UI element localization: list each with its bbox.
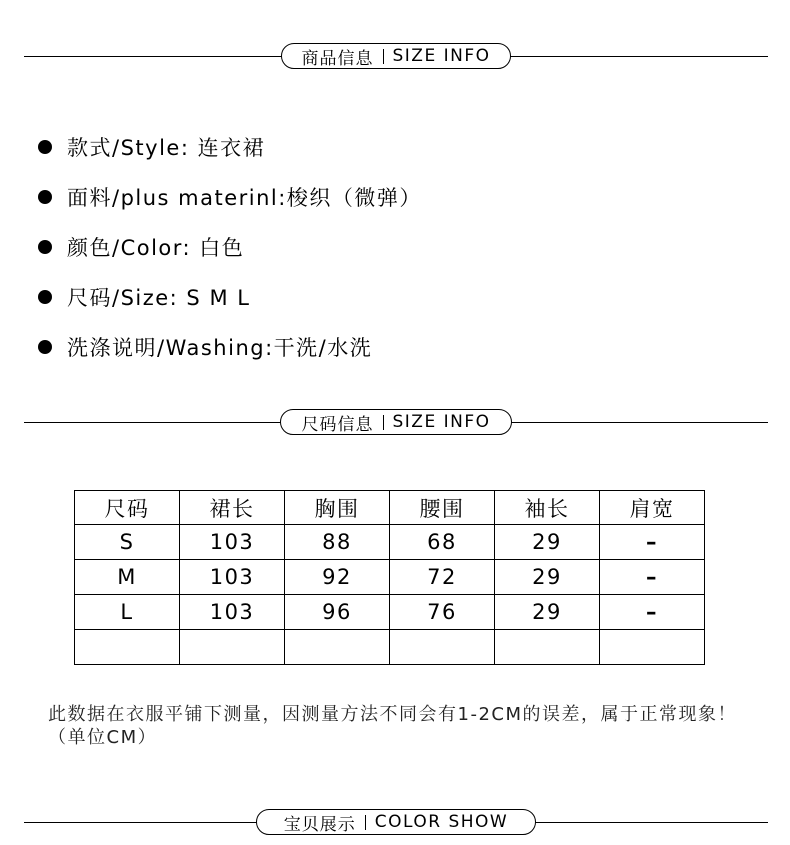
info-text: 颜色/Color: 白色 <box>67 236 245 260</box>
table-cell <box>180 630 285 665</box>
table-header-cell: 胸围 <box>285 491 390 525</box>
bullet-icon <box>38 240 52 254</box>
table-header-cell: 肩宽 <box>600 491 705 525</box>
table-cell: S <box>75 525 180 560</box>
measurement-note: 此数据在衣服平铺下测量，因测量方法不同会有1-2CM的误差，属于正常现象！（单位CM） <box>48 704 737 748</box>
section-title-en: SIZE INFO <box>392 412 491 432</box>
table-row <box>75 595 705 630</box>
table-header-cell: 裙长 <box>180 491 285 525</box>
table-cell: 103 <box>180 525 285 560</box>
section-title-pill <box>281 43 511 69</box>
info-item-style <box>38 122 422 172</box>
table-cell: M <box>75 560 180 595</box>
section-header-product-info <box>24 43 768 71</box>
section-title-cn: 宝贝展示 <box>283 814 356 835</box>
info-text: 面料/plus materinl:梭织（微弹） <box>67 186 422 210</box>
table-header-cell: 尺码 <box>75 491 180 525</box>
info-text: 款式/Style: 连衣裙 <box>67 136 266 160</box>
table-cell: 88 <box>285 525 390 560</box>
table-cell: 29 <box>495 525 600 560</box>
info-item-size <box>38 272 422 322</box>
table-cell: 103 <box>180 560 285 595</box>
table-cell: L <box>75 595 180 630</box>
table-cell: 76 <box>390 595 495 630</box>
table-row <box>75 525 705 560</box>
table-cell <box>600 630 705 665</box>
section-header-size-info <box>24 409 768 437</box>
section-title-pill <box>280 409 512 435</box>
info-text: 洗涤说明/Washing:干洗/水洗 <box>67 336 373 360</box>
section-title-cn: 商品信息 <box>301 48 374 69</box>
section-title-en: COLOR SHOW <box>374 812 509 832</box>
product-info-list <box>38 122 422 372</box>
table-cell <box>390 630 495 665</box>
info-item-color <box>38 222 422 272</box>
table-cell: 72 <box>390 560 495 595</box>
table-cell <box>285 630 390 665</box>
info-text: 尺码/Size: S M L <box>67 286 251 310</box>
size-table <box>74 490 705 665</box>
table-cell: 29 <box>495 560 600 595</box>
table-row <box>75 630 705 665</box>
table-row <box>75 560 705 595</box>
info-item-fabric <box>38 172 422 222</box>
title-separator <box>383 415 384 430</box>
table-cell: – <box>600 560 705 595</box>
table-header-cell: 袖长 <box>495 491 600 525</box>
section-title-cn: 尺码信息 <box>301 414 374 435</box>
bullet-icon <box>38 340 52 354</box>
bullet-icon <box>38 190 52 204</box>
bullet-icon <box>38 290 52 304</box>
table-cell: – <box>600 525 705 560</box>
title-separator <box>365 815 366 830</box>
table-cell <box>75 630 180 665</box>
title-separator <box>383 49 384 64</box>
table-header-cell: 腰围 <box>390 491 495 525</box>
section-header-color-show <box>24 809 768 837</box>
info-item-washing <box>38 322 422 372</box>
table-cell: 29 <box>495 595 600 630</box>
table-cell: 92 <box>285 560 390 595</box>
table-cell <box>495 630 600 665</box>
table-cell: – <box>600 595 705 630</box>
table-cell: 96 <box>285 595 390 630</box>
table-header-row <box>75 491 705 525</box>
bullet-icon <box>38 140 52 154</box>
section-title-pill <box>256 809 536 835</box>
table-cell: 68 <box>390 525 495 560</box>
table-cell: 103 <box>180 595 285 630</box>
section-title-en: SIZE INFO <box>392 46 491 66</box>
